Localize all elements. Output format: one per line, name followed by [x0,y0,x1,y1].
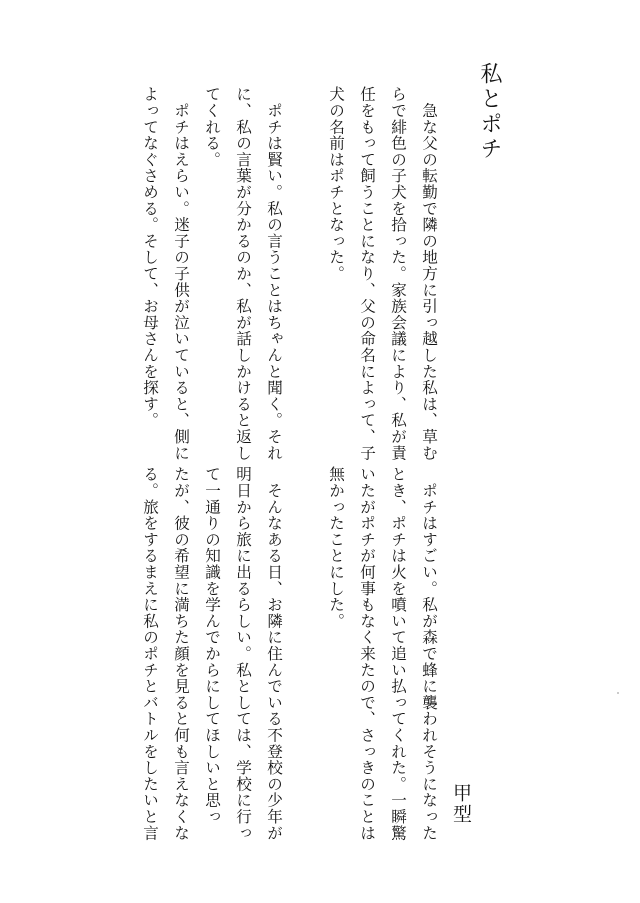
story-title: 私とポチ [477,62,502,162]
lower-column-3: いたがポチが何事もなく来たので、さっきのことは [358,466,376,841]
upper-column-10: よってなぐさめる。そして、お母さんを探す。 [141,86,159,429]
lower-column-10: る。旅をするまえに私のポチとバトルをしたいと言 [141,466,159,841]
lower-column-9: たが、彼の希望に満ちた顔を見ると何も言えなくな [172,466,190,841]
lower-column-6: そんなある日、お隣に住んでいる不登校の少年が [265,466,283,841]
author-name: 甲型 [450,783,472,825]
lower-column-1: ポチはすごい。私が森で蜂に襲われそうになった [420,466,438,841]
lower-column-2: とき、ポチは火を噴いて追い払ってくれた。一瞬驚 [389,466,407,841]
upper-column-2: らで緋色の子犬を拾った。家族会議により、私が責 [389,86,407,461]
upper-column-3: 任をもって飼うことになり、父の命名によって、子 [358,86,376,461]
lower-column-8: て一通りの知識を学んでからにしてほしいと思っ [203,466,221,825]
lower-column-4: 無かったことにした。 [327,466,345,629]
lower-column-7: 明日から旅に出るらしい。私としては、学校に行っ [234,466,252,841]
upper-column-8: てくれる。 [203,86,221,168]
upper-column-6: ポチは賢い。私の言うことはちゃんと聞く。それ [265,86,283,461]
upper-column-7: に、私の言葉が分かるのか、私が話しかけると返し [234,86,252,461]
speck-mark [617,692,619,694]
upper-column-4: 犬の名前はポチとなった。 [327,86,345,282]
upper-column-1: 急な父の転勤で隣の地方に引っ越した私は、草む [420,86,438,461]
upper-column-9: ポチはえらい。迷子の子供が泣いていると、側に [172,86,190,461]
